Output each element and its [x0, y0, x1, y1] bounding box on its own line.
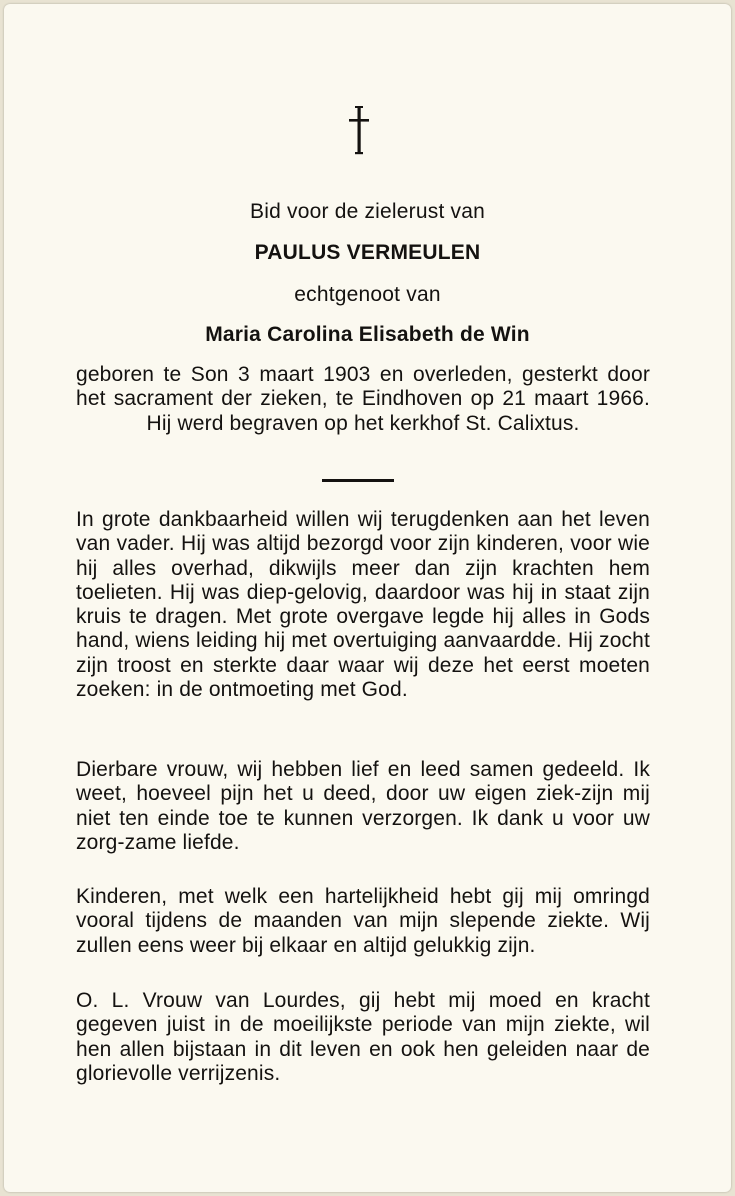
divider: [322, 479, 394, 482]
relation-text: echtgenoot van: [294, 283, 441, 306]
cross-icon: [347, 105, 371, 155]
paragraph-father: In grote dankbaarheid willen wij terugdenken aan het leven van vader. Hij was altijd bezorgd voor zijn kinderen, voor wie hij alles overhad, dikwijls meer dan zijn krachten hem toelieten. Hij was diep-gelovig, daardoor was hij in staat zijn kruis te dragen. Met grote overgave legde hij alles in Gods hand, wiens leiding hij met overtuiging aanvaardde. Hij zocht zijn troost en sterkte daar waar wij deze het eerst moeten zoeken: in de ontmoeting met God.: [76, 508, 650, 702]
intro-text: Bid voor de zielerust van: [250, 200, 485, 223]
paragraph-prayer: O. L. Vrouw van Lourdes, gij hebt mij moed en kracht gegeven juist in de moeilijkste periode van mijn ziekte, wil hen allen bijstaan in dit leven en ook hen geleiden naar de glorievolle verrijzenis.: [76, 989, 650, 1085]
biography: geboren te Son 3 maart 1903 en overleden, gesterkt door het sacrament der zieken, te Eindhoven op 21 maart 1966. Hij werd begraven op het kerkhof St. Calixtus.: [76, 363, 650, 435]
spouse-name: Maria Carolina Elisabeth de Win: [205, 323, 530, 346]
paragraph-children: Kinderen, met welk een hartelijkheid hebt gij mij omringd vooral tijdens de maanden van mijn slepende ziekte. Wij zullen eens weer bij elkaar en altijd gelukkig zijn.: [76, 885, 650, 957]
paragraph-wife: Dierbare vrouw, wij hebben lief en leed samen gedeeld. Ik weet, hoeveel pijn het u deed, door uw eigen ziek-zijn mij niet ten einde toe te kunnen verzorgen. Ik dank u voor uw zorg-zame liefde.: [76, 758, 650, 854]
deceased-name: PAULUS VERMEULEN: [254, 241, 481, 264]
